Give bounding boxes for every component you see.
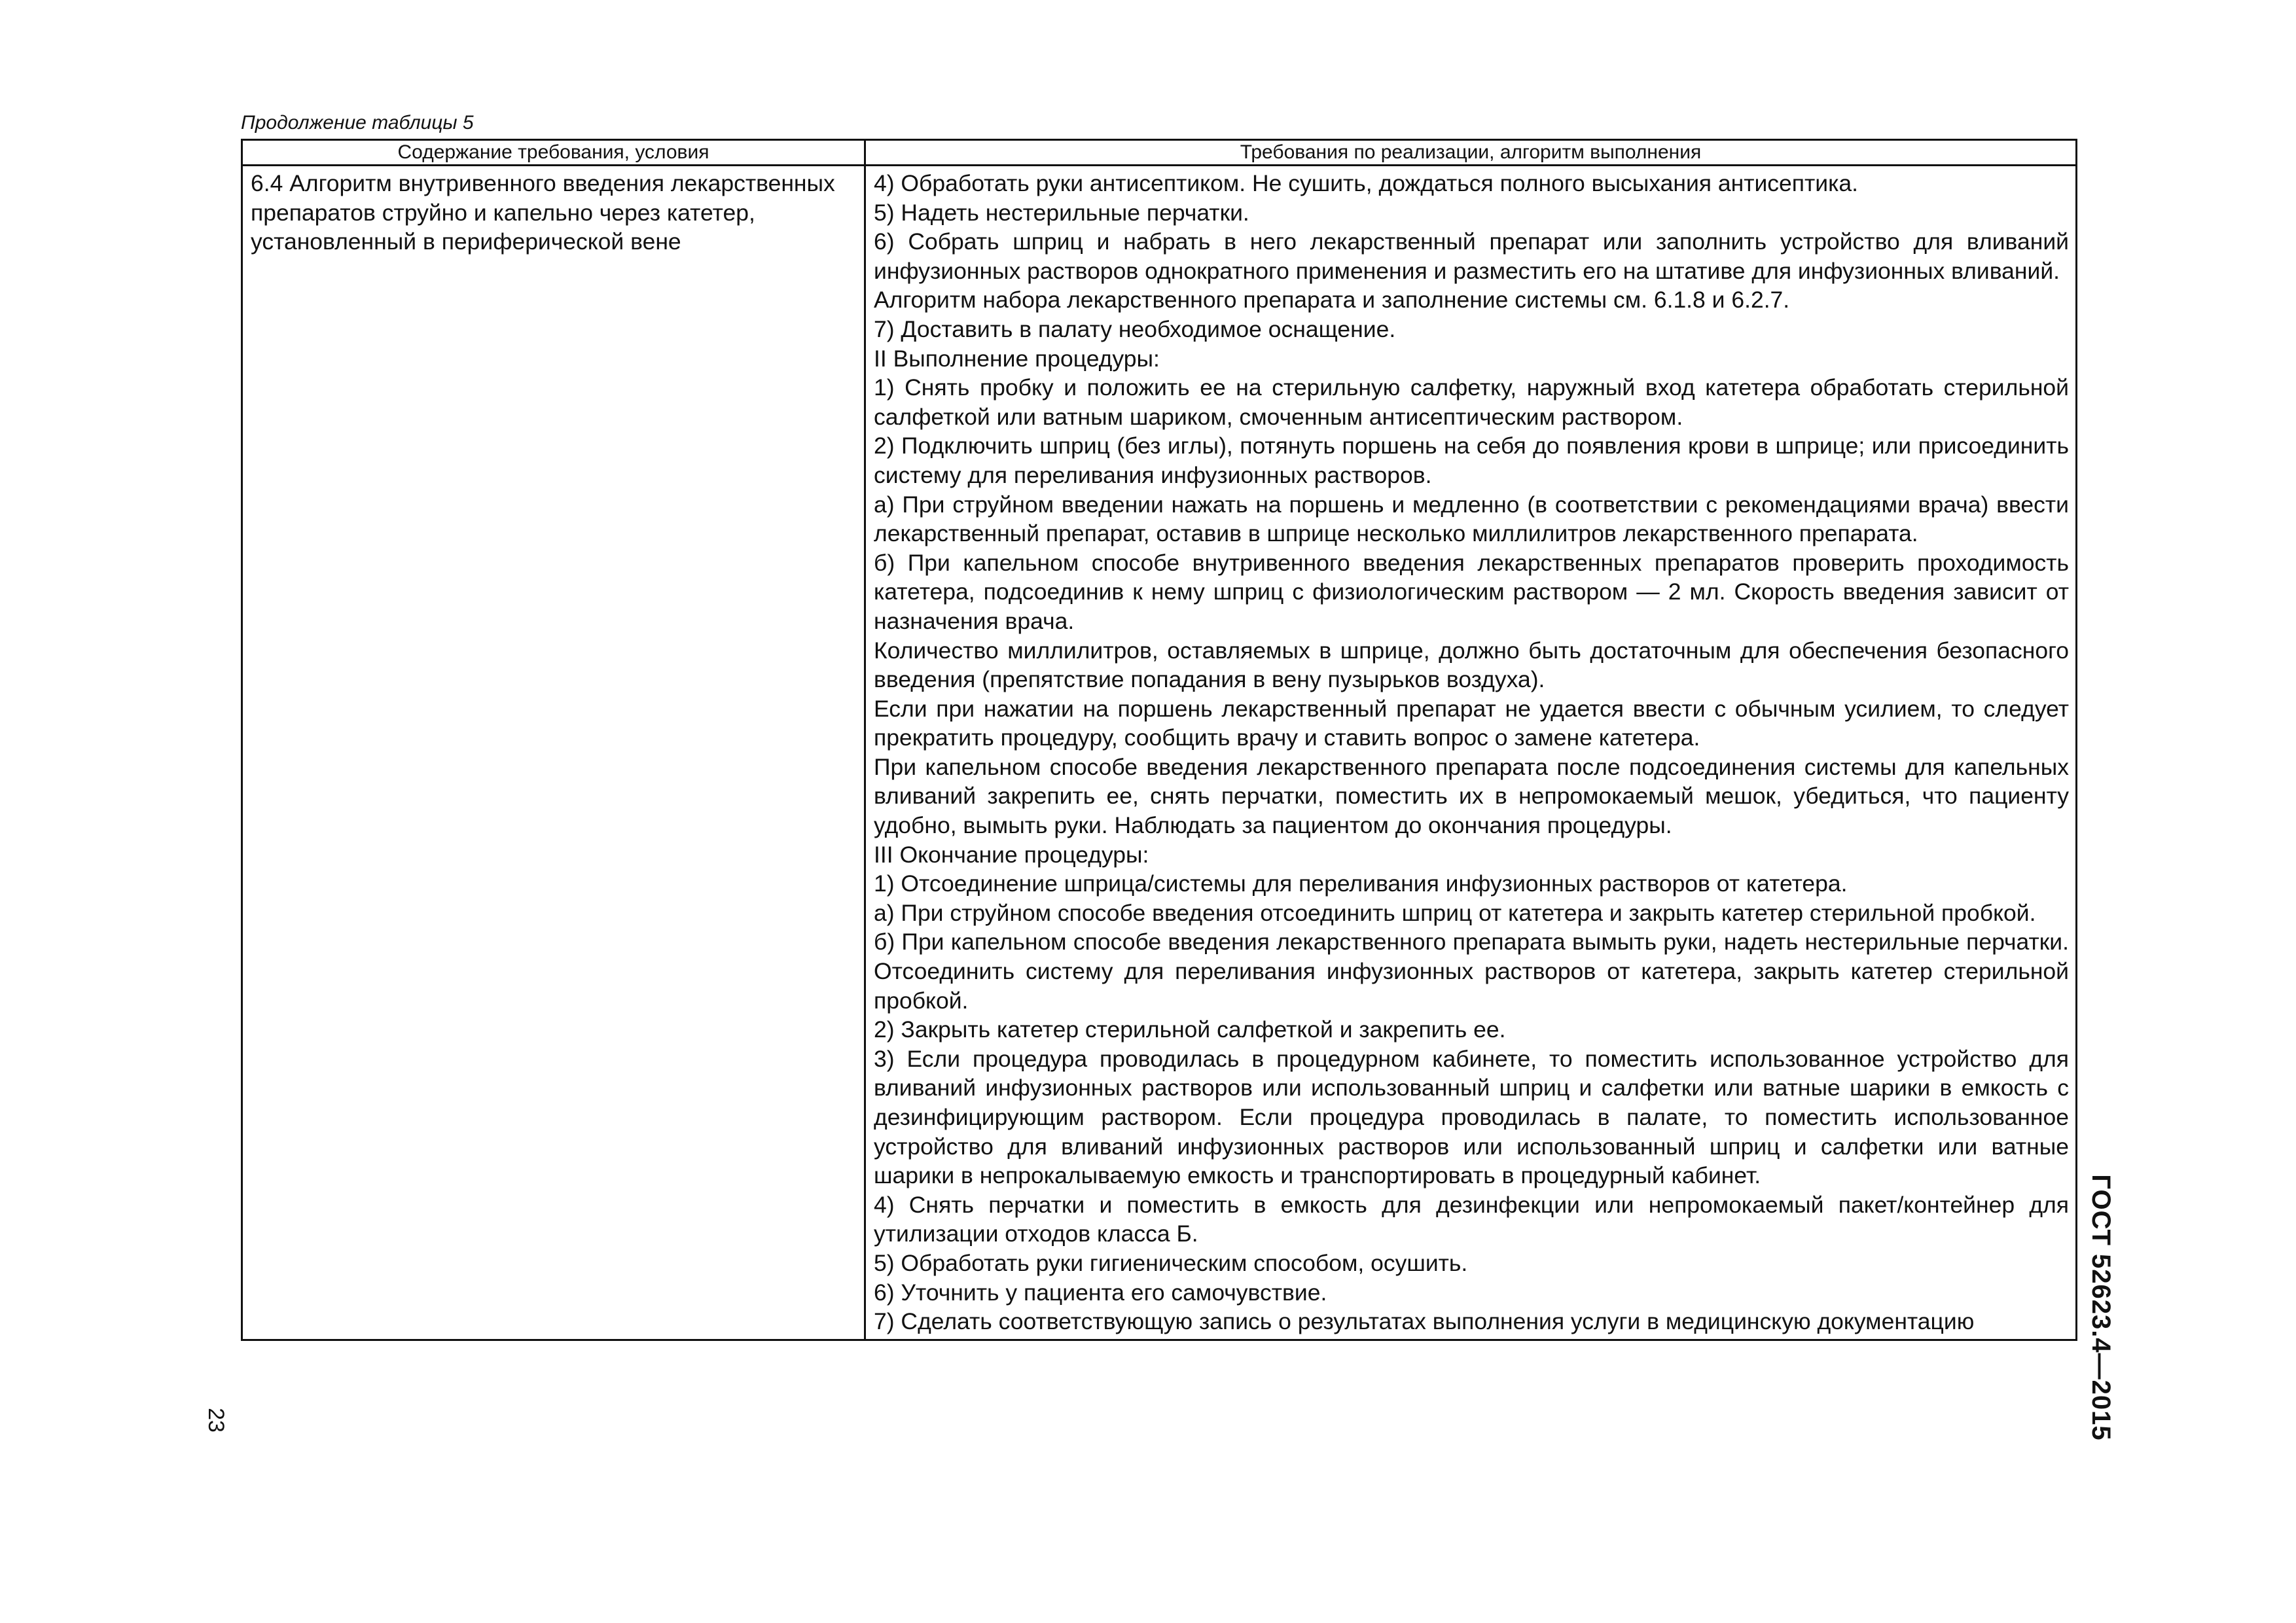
column-header-algorithm: Требования по реализации, алгоритм выполнения [865,140,2077,166]
requirements-table [241,139,2077,1341]
step-paragraph: 6) Собрать шприц и набрать в него лекарственный препарат или заполнить устройство для вливаний инфузионных растворов однократного применения и разместить его на штативе для инфузионных вливаний. [874,228,2069,284]
column-header-requirement: Содержание требования, условия [242,140,865,166]
step-paragraph: 2) Закрыть катетер стерильной салфеткой и закрепить ее. [874,1016,1506,1043]
step-paragraph: Если при нажатии на поршень лекарственный препарат не удается ввести с обычным усилием, то следует прекратить процедуру, сообщить врачу и ставить вопрос о замене катетера. [874,695,2069,751]
page-number: 23 [204,1408,228,1433]
step-paragraph: Количество миллилитров, оставляемых в шприце, должно быть достаточным для обеспечения безопасного введения (препятствие попадания в вену пузырьков воздуха). [874,637,2069,693]
step-paragraph: 1) Снять пробку и положить ее на стерильную салфетку, наружный вход катетера обработать стерильной салфеткой или ватным шариком, смоченным антисептическим раствором. [874,374,2069,430]
table-header-row [242,140,2077,166]
step-paragraph: 3) Если процедура проводилась в процедурном кабинете, то поместить использованное устройство для вливаний инфузионных растворов или использованный шприц и салфетки или ватные шарики в емкость с дезинфицирующим раствором. Если процедура проводилась в палате, то поместить использованное устройство для вливаний инфузионных растворов или использованный шприц и салфетки или ватные шарики в непрокалываемую емкость и транспортировать в процедурный кабинет. [874,1045,2069,1189]
section-heading: III Окончание процедуры: [874,841,1149,868]
table-continuation-caption: Продолжение таблицы 5 [241,112,474,134]
step-paragraph: б) При капельном способе введения лекарственного препарата вымыть руки, надеть нестерильные перчатки. Отсоединить систему для переливания инфузионных растворов от катетера, закрыть катетер стерильной пробкой. [874,929,2069,1014]
step-paragraph: 7) Сделать соответствующую запись о результатах выполнения услуги в медицинскую документацию [874,1308,1975,1335]
step-paragraph: 4) Обработать руки антисептиком. Не сушить, дождаться полного высыхания антисептика. [874,170,1859,196]
step-paragraph: а) При струйном введении нажать на поршень и медленно (в соответствии с рекомендациями врача) ввести лекарственный препарат, оставив в шприце несколько миллилитров лекарственного препарата. [874,491,2069,547]
step-paragraph: При капельном способе введения лекарственного препарата после подсоединения системы для капельных вливаний закрепить ее, снять перчатки, поместить их в непромокаемый мешок, убедиться, что пациенту удобно, вымыть руки. Наблюдать за пациентом до окончания процедуры. [874,753,2069,839]
standard-identifier: ГОСТ 52623.4—2015 [2087,1174,2115,1441]
step-paragraph: 5) Обработать руки гигиеническим способом, осушить. [874,1249,1468,1276]
step-paragraph: Алгоритм набора лекарственного препарата и заполнение системы см. 6.1.8 и 6.2.7. [874,287,1790,313]
requirement-cell [242,166,865,1340]
step-paragraph: 1) Отсоединение шприца/системы для переливания инфузионных растворов от катетера. [874,870,1848,897]
step-paragraph: 5) Надеть нестерильные перчатки. [874,199,1249,226]
step-paragraph: б) При капельном способе внутривенного введения лекарственных препаратов проверить проходимость катетера, подсоединив к нему шприц с физиологическим раствором — 2 мл. Скорость введения зависит от назначения врача. [874,549,2069,634]
step-paragraph: 6) Уточнить у пациента его самочувствие. [874,1279,1327,1306]
step-paragraph: а) При струйном способе введения отсоединить шприц от катетера и закрыть катетер стерильной пробкой. [874,899,2036,926]
section-heading: II Выполнение процедуры: [874,345,1160,372]
requirement-text: 6.4 Алгоритм внутривенного введения лекарственных препаратов струйно и капельно через катетер, установленный в периферической вене [251,170,835,255]
step-paragraph: 2) Подключить шприц (без иглы), потянуть поршень на себя до появления крови в шприце; или присоединить систему для переливания инфузионных растворов. [874,433,2069,488]
step-paragraph: 7) Доставить в палату необходимое оснащение. [874,315,1396,342]
table-row [242,166,2077,1340]
step-paragraph: 4) Снять перчатки и поместить в емкость для дезинфекции или непромокаемый пакет/контейнер для утилизации отходов класса Б. [874,1191,2069,1247]
algorithm-cell [865,166,2077,1340]
